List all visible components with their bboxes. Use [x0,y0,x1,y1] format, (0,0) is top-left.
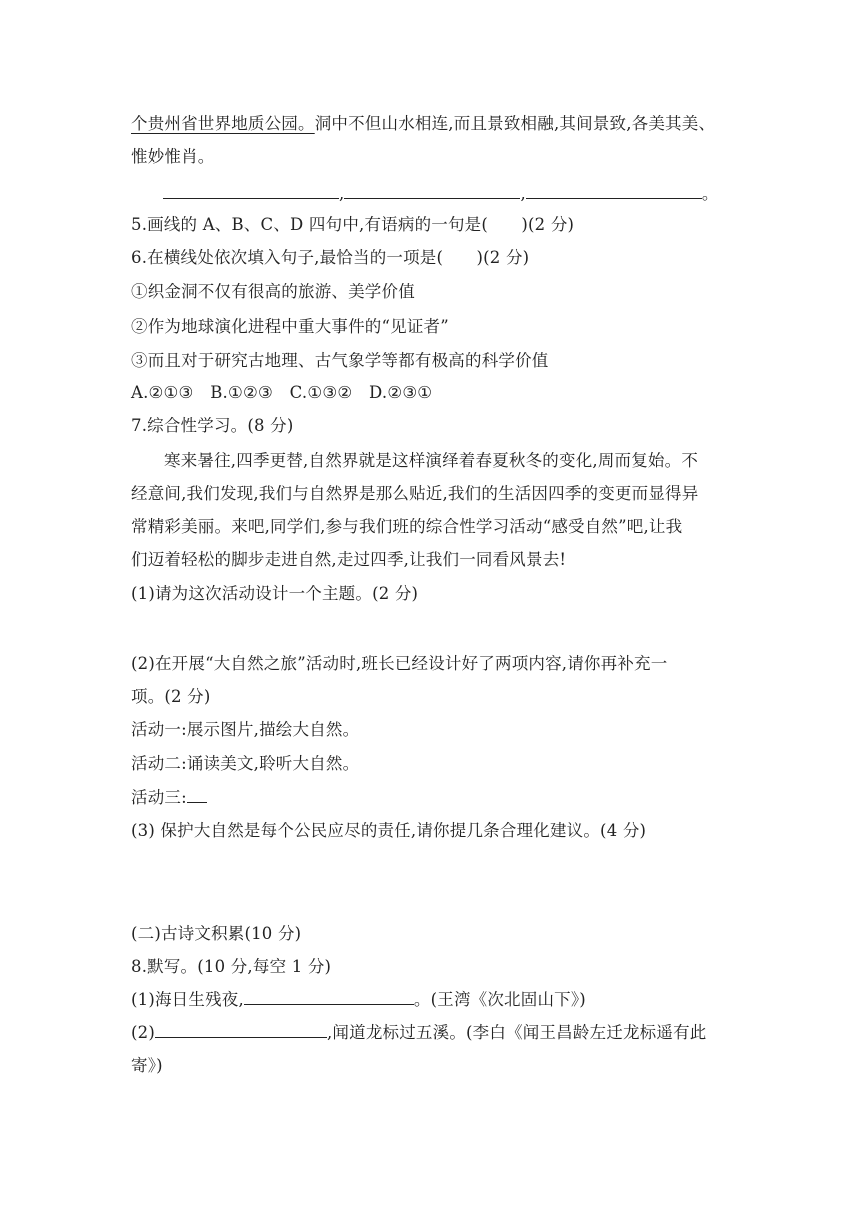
activity-3 [131,786,207,810]
question-8-2-line-2: 寄》) [131,1056,163,1075]
option-2: ②作为地球演化进程中重大事件的“见证者” [131,317,449,336]
blank-separator-2: , [520,184,526,203]
question-5: 5.画线的 A、B、C、D 四句中,有语病的一句是( )(2 分) [131,215,575,234]
answer-blank-1[interactable] [163,184,339,199]
paragraph-line-1: 寒来暑往,四季更替,自然界就是这样演绎着春夏秋冬的变化,周而复始。不 [164,451,699,470]
option-1: ①织金洞不仅有很高的旅游、美学价值 [131,282,415,301]
intro-line-1 [131,112,715,136]
blank-end: 。 [701,184,719,203]
answer-blank-2[interactable] [344,184,520,199]
activity-3-blank[interactable] [187,788,207,803]
answer-choices: A.②①③ B.①②③ C.①③② D.②③① [131,383,433,402]
activity-1: 活动一:展示图片,描绘大自然。 [131,720,360,739]
intro-text: 洞中不但山水相连,而且景致相融,其间景致,各美其美、 [314,114,716,133]
fill-blank-line [163,182,719,206]
underlined-sentence: 个贵州省世界地质公园。 [131,114,315,133]
q8-1-suffix: 。(王湾《次北固山下》) [413,990,586,1009]
paragraph-line-2: 经意间,我们发现,我们与自然界是那么贴近,我们的生活因四季的变更而显得异 [131,484,699,503]
intro-line-2: 惟妙惟肖。 [131,147,215,166]
q8-1-prefix: (1)海日生残夜, [131,990,244,1009]
q8-2-suffix: ,闻道龙标过五溪。(李白《闻王昌龄左迁龙标遥有此 [326,1023,707,1042]
answer-blank-3[interactable] [526,184,702,199]
paragraph-line-3: 常精彩美丽。来吧,同学们,参与我们班的综合性学习活动“感受自然”吧,让我 [131,517,683,536]
question-8-2 [131,1021,706,1045]
question-8-1 [131,988,586,1012]
q8-2-blank[interactable] [155,1023,327,1038]
question-8: 8.默写。(10 分,每空 1 分) [131,957,332,976]
option-3: ③而且对于研究古地理、古气象学等都有极高的科学价值 [131,351,549,370]
question-7-1: (1)请为这次活动设计一个主题。(2 分) [131,584,419,603]
question-7-3: (3) 保护大自然是每个公民应尽的责任,请你提几条合理化建议。(4 分) [131,821,647,840]
question-7-2-line-2: 项。(2 分) [131,687,211,706]
q8-1-blank[interactable] [244,990,414,1005]
activity-3-label: 活动三: [131,788,187,807]
section-heading-2: (二)古诗文积累(10 分) [131,924,302,943]
question-7: 7.综合性学习。(8 分) [131,416,294,435]
question-7-2-line-1: (2)在开展“大自然之旅”活动时,班长已经设计好了两项内容,请你再补充一 [131,654,668,673]
blank-separator-1: , [339,184,345,203]
question-6: 6.在横线处依次填入句子,最恰当的一项是( )(2 分) [131,248,530,267]
paragraph-line-4: 们迈着轻松的脚步走进自然,走过四季,让我们一同看风景去! [131,550,567,569]
activity-2: 活动二:诵读美文,聆听大自然。 [131,754,360,773]
q8-2-prefix: (2) [131,1023,155,1042]
